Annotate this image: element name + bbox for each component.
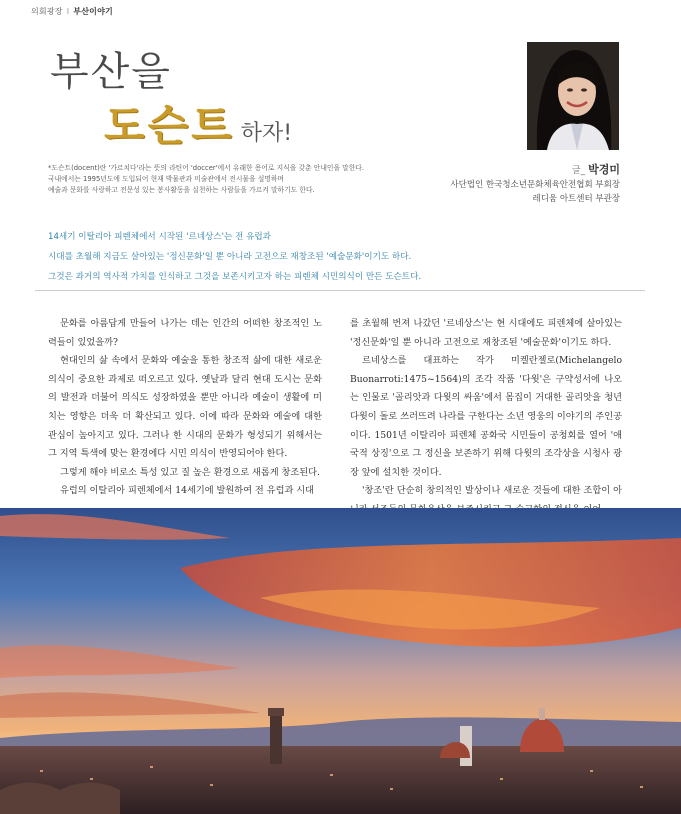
note-line: 국내에서는 1995년도에 도입되어 현재 박물관과 미술관에서 전시물을 설명하며 [48,175,284,183]
body-paragraph: '창조'란 단순히 창의적인 발상이나 새로운 것들에 대한 조합이 아 [362,485,622,497]
title-suffix: 하자! [240,121,293,146]
body-paragraph: 를 초월해 번져 나갔던 '르네상스'는 현 시대에도 피렌체에 살아있는 '정신문화'일 뿐 아니라 고전으로 재창조된 '예술문화'이기도 하다. [350,318,622,348]
breadcrumb-section: 의회광장 [31,7,63,16]
breadcrumb [31,6,113,17]
body-paragraph: 현대인의 삶 속에서 문화와 예술을 통한 창조적 삶에 대한 새로운 의식이 중요한 과제로 떠오르고 있다. 옛날과 달리 현대 도시는 문화의 발전과 더불어 의식도 성장하였을 뿐만 아니라 예술이 생활에 미치는 영향은 더욱 더 확산되고 있다. 이에 따라 문화와 예술에 대한 관심이 높아지고 있다. 그러나 한 시대의 문화가 형성되기 위해서는 그 지역 특색에 맞는 환경에다 시민 의식이 반영되어야 한다. [48,355,322,460]
body-paragraph: 르네상스를 대표하는 작가 미켈란젤로(Michelangelo Buonarroti:1475~1564)의 조각 작품 '다윗'은 구약성서에 나오는 인물로 '골리앗과 다윗의 싸움'에서 몸집이 거대한 골리앗을 청년 다윗이 돌로 쓰러뜨려 나라를 구한다는 소년 영웅의 이야기의 주인공이다. 1501년 이탈리아 피렌체 공화국 시민들이 공청회를 열어 '애국적 상징'으로 그 정신을 보존하기 위해 다윗의 조각상을 시청사 광장 앞에 설치한 것이다. [350,355,622,478]
intro-line: 시대를 초월해 지금도 살아있는 '정신문화'일 뿐 아니라 고전으로 재창조된 '예술문화'이기도 하다. [48,252,412,262]
body-paragraph: 유럽의 이탈리아 피렌체에서 14세기에 발원하여 전 유럽과 시대 [60,485,315,497]
florence-sunset-photo [0,508,681,814]
author-name: 박경미 [588,163,620,176]
title-highlight: 도슨트 [104,101,235,150]
body-column-left [48,315,322,501]
body-column-right [350,315,622,520]
author-portrait [527,42,619,150]
intro-line: 그것은 과거의 역사적 가치를 인식하고 그것을 보존시키고자 하는 피렌체 시민의식이 만든 도슨트다. [48,272,422,282]
title-line2 [104,93,292,153]
author-role-2: 레디움 아트센터 부관장 [532,194,620,204]
body-paragraph: 문화를 아름답게 만들어 나가는 데는 인간의 어떠한 창조적인 노력들이 있었을까? [48,318,322,348]
definition-notes [48,163,398,196]
author-prefix: 글_ [571,166,586,176]
intro-lead [48,227,478,287]
note-line: 예술과 문화를 사랑하고 전문성 있는 봉사활동을 실천하는 사람들을 가르켜 말하기도 한다. [48,186,315,194]
title-line1: 부산을 [50,49,172,95]
author-block [450,163,620,206]
divider [35,290,645,291]
note-line: *도슨트(docent)란 '가르치다'라는 뜻의 라틴어 'doccer'에서 유래한 용어로 지식을 갖춘 안내인을 말한다. [48,164,365,172]
author-role-1: 사단법인 한국청소년문화체육안전협회 부회장 [450,180,620,190]
breadcrumb-current: 부산이야기 [73,7,113,16]
breadcrumb-separator: I [66,7,70,16]
body-paragraph: 그렇게 해야 비로소 특성 있고 질 높은 환경으로 새롭게 창조된다. [60,466,320,478]
intro-line: 14세기 이탈리아 피렌체에서 시작된 '르네상스'는 전 유럽과 [48,232,271,242]
